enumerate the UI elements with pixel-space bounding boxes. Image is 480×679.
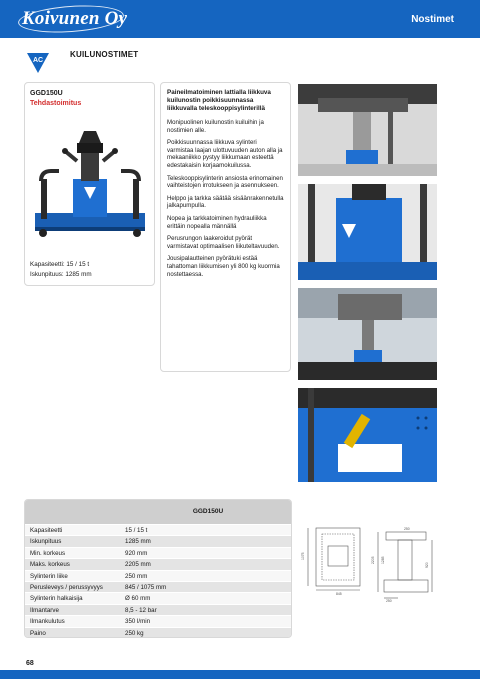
- description-paragraph: Jousipalautteinen pyörätuki estää tahattoman liikkumisen yli 800 kg kuormia nostettaessa.: [167, 255, 280, 278]
- table-row: [25, 558, 291, 569]
- description-card: [160, 82, 291, 372]
- ac-logo-icon: [26, 50, 50, 74]
- spec-label: Perusleveys / perussyvyys: [30, 583, 103, 591]
- table-row: [25, 570, 291, 581]
- spec-label: Ilmantarve: [30, 606, 59, 614]
- spec-table: [24, 499, 292, 638]
- spec-value: 2205 mm: [125, 561, 151, 569]
- description-paragraph: Monipuolinen kuilunostin kuiluihin ja nostimien alle.: [167, 119, 264, 134]
- dim-top-len: 1285: [381, 556, 385, 564]
- footer-bar: [0, 670, 480, 679]
- photo-lift-under-car: [298, 84, 437, 176]
- table-row: [25, 535, 291, 546]
- dim-top-width: 1075: [301, 552, 305, 560]
- section-title: Nostimet: [411, 14, 454, 25]
- description-paragraph: Poikkisuunnassa liikkuva sylinteri varmistaa laajan ulottuvuuden auton alla ja mekaaniikko pystyy liikkumaan esteettä edestakaisin korjaamokuilussa.: [167, 139, 283, 169]
- table-row: [25, 592, 291, 603]
- table-row: [25, 604, 291, 615]
- description-paragraph: Nopea ja tarkkatoiminen hydrauliikka erittäin nopealla männällä: [167, 214, 267, 230]
- spec-value: 350 l/min: [125, 618, 151, 626]
- spec-label: Sylinterin halkaisija: [30, 595, 83, 603]
- spec-value: 15 / 15 t: [125, 527, 148, 534]
- spec-value: 1285 mm: [125, 538, 151, 546]
- brand-logo: Koivunen Oy: [22, 8, 128, 29]
- table-row: [25, 524, 291, 535]
- dim-stroke: 250: [404, 527, 410, 531]
- spec-value: 920 mm: [125, 549, 148, 557]
- dim-bottom: 845: [336, 592, 342, 596]
- product-stroke: Iskunpituus: 1285 mm: [30, 271, 92, 278]
- product-image: [29, 121, 151, 243]
- spec-value: 250 kg: [125, 629, 144, 637]
- description-heading: Paineilmatoiminen lattialla liikkuva kuilunostin poikkisuunnassa liikkuvalla teleskooppisylinterillä: [167, 89, 271, 112]
- spec-label: Paino: [30, 629, 46, 637]
- description-paragraph: Teleskooppisylinterin ansiosta erinomainen vaihteistojen irrotukseen ja asennukseen.: [167, 174, 283, 190]
- delivery-badge: Tehdastoimitus: [30, 100, 82, 107]
- spec-value: 250 mm: [125, 572, 148, 580]
- photo-lift-closeup: [298, 184, 437, 280]
- table-row: [25, 627, 291, 638]
- page-number: 68: [26, 660, 34, 667]
- photo-lift-in-workshop: [298, 288, 437, 380]
- table-row: [25, 547, 291, 558]
- description-paragraph: Perusrungon laakeroidut pyörät varmistavat optimaalisen liikuteltavuuden.: [167, 235, 280, 250]
- spec-label: Iskunpituus: [30, 538, 62, 546]
- spec-label: Maks. korkeus: [30, 561, 70, 569]
- dim-height-max: 2205: [371, 556, 375, 564]
- spec-value: Ø 60 mm: [125, 595, 151, 603]
- spec-value: 845 / 1075 mm: [125, 583, 167, 591]
- dim-cyl-travel: 250: [386, 599, 392, 603]
- photo-wheel-support: [298, 388, 437, 482]
- dim-height-min: 920: [425, 562, 429, 568]
- ac-logo-text: AC: [32, 57, 44, 64]
- product-model: GGD150U: [30, 90, 63, 97]
- category-title: KUILUNOSTIMET: [70, 50, 139, 59]
- description-paragraph: Helppo ja tarkka säätää sisäänrakennetulla jalkapumpulla.: [167, 194, 284, 210]
- table-row: [25, 581, 291, 592]
- header-bar: [0, 0, 480, 38]
- spec-value: 8,5 - 12 bar: [125, 606, 157, 614]
- technical-drawing: [298, 518, 437, 608]
- table-row: [25, 615, 291, 626]
- spec-label: Sylinterin liike: [30, 572, 68, 580]
- spec-label: Kapasiteetti: [30, 527, 63, 534]
- spec-label: Min. korkeus: [30, 549, 66, 557]
- product-card: [24, 82, 155, 286]
- spec-table-header: GGD150U: [25, 500, 291, 524]
- product-capacity: Kapasiteetti: 15 / 15 t: [30, 261, 90, 268]
- spec-label: Ilmankulutus: [30, 618, 65, 626]
